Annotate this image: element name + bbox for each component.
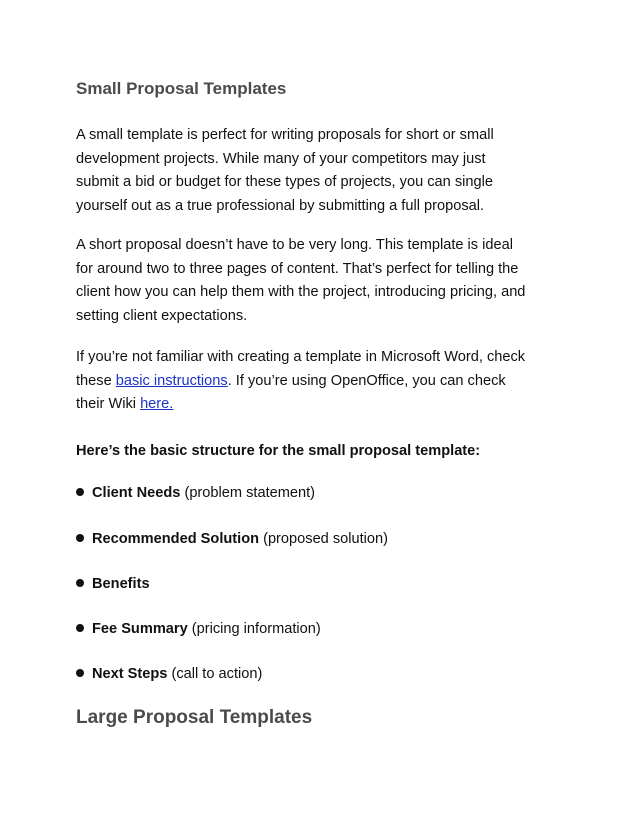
paragraph-line: If you’re not familiar with creating a template in Microsoft Word, check bbox=[76, 349, 526, 365]
bullet-recommended-solution bbox=[76, 531, 388, 547]
paragraph-line bbox=[76, 393, 576, 417]
bullet-icon bbox=[76, 488, 84, 496]
paragraph-intro bbox=[76, 124, 576, 218]
heading-small-proposal-templates: Small Proposal Templates bbox=[76, 79, 287, 98]
bullet-icon bbox=[76, 579, 84, 587]
bullet-detail: (call to action) bbox=[167, 666, 263, 682]
bullet-detail: (problem statement) bbox=[180, 485, 316, 501]
paragraph-line: A short proposal doesn’t have to be very long. This template is ideal bbox=[76, 237, 513, 253]
bullet-detail: (pricing information) bbox=[187, 621, 321, 637]
paragraph-line: yourself out as a true professional by submitting a full proposal. bbox=[76, 197, 485, 214]
bullet-next-steps bbox=[76, 666, 262, 682]
text-fragment: their Wiki bbox=[76, 396, 141, 412]
paragraph-line: for around two to three pages of content. That’s perfect for telling the bbox=[76, 260, 519, 277]
bullet-benefits bbox=[76, 576, 150, 592]
bullet-label: Benefits bbox=[92, 576, 150, 592]
paragraph-line: client how you can help them with the project, introducing pricing, and bbox=[76, 284, 526, 300]
paragraph-short-proposal bbox=[76, 234, 576, 328]
bullet-label: Next Steps bbox=[92, 666, 168, 682]
bullet-label: Recommended Solution bbox=[92, 531, 260, 547]
bullet-icon bbox=[76, 624, 84, 632]
structure-intro: Here’s the basic structure for the small proposal template: bbox=[76, 443, 481, 459]
paragraph-line: A small template is perfect for writing proposals for short or small bbox=[76, 127, 494, 143]
heading-large-proposal-templates: Large Proposal Templates bbox=[76, 707, 313, 728]
bullet-label: Fee Summary bbox=[92, 621, 188, 637]
bullet-label: Client Needs bbox=[92, 485, 181, 501]
basic-instructions-link[interactable]: basic instructions bbox=[115, 372, 228, 389]
text-fragment: these bbox=[76, 372, 116, 389]
bullet-icon bbox=[76, 669, 84, 677]
paragraph-line bbox=[76, 370, 576, 394]
text-fragment: . If you’re using OpenOffice, you can check bbox=[227, 372, 506, 389]
bullet-client-needs bbox=[76, 485, 315, 501]
paragraph-instructions bbox=[76, 346, 576, 417]
bullet-icon bbox=[76, 534, 84, 542]
bullet-detail: (proposed solution) bbox=[259, 531, 389, 547]
paragraph-line: setting client expectations. bbox=[76, 307, 248, 324]
wiki-here-link[interactable]: here. bbox=[140, 396, 174, 412]
bullet-fee-summary bbox=[76, 621, 321, 637]
paragraph-line: development projects. While many of your competitors may just bbox=[76, 150, 486, 167]
paragraph-line: submit a bid or budget for these types of projects, you can single bbox=[76, 174, 493, 190]
